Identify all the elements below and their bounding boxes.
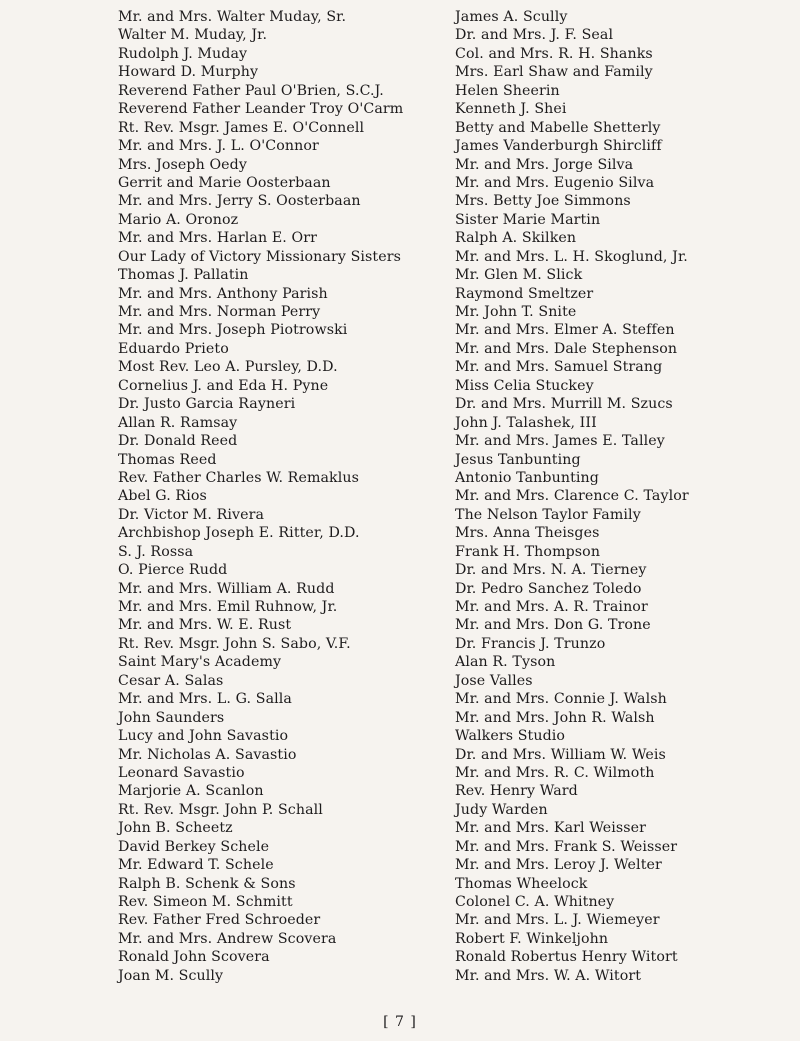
name-entry: Lucy and John Savastio (118, 728, 289, 745)
name-entry: Jose Valles (455, 672, 533, 689)
name-entry: Mr. and Mrs. A. R. Trainor (455, 599, 648, 615)
name-entry: Dr. Francis J. Trunzo (455, 635, 606, 652)
name-entry: O. Pierce Rudd (118, 562, 228, 579)
right-name-column (455, 8, 795, 985)
name-entry: The Nelson Taylor Family (455, 506, 641, 523)
name-entry: Mr. and Mrs. Clarence C. Taylor (455, 488, 689, 505)
name-entry: Cesar A. Salas (118, 672, 224, 689)
name-entry: Mr. and Mrs. Don G. Trone (455, 617, 651, 634)
name-entry: Mr. and Mrs. John R. Walsh (455, 709, 655, 726)
name-entry: Colonel C. A. Whitney (455, 894, 615, 910)
name-entry: Dr. and Mrs. William W. Weis (455, 746, 666, 763)
name-entry: John J. Talashek, III (455, 414, 597, 431)
name-entry: Mr. and Mrs. Connie J. Walsh (455, 691, 667, 708)
name-entry: Dr. and Mrs. Murrill M. Szucs (455, 396, 673, 413)
name-entry: James A. Scully (455, 9, 568, 25)
name-entry: Mr. and Mrs. R. C. Wilmoth (455, 764, 655, 781)
name-entry: Walter M. Muday, Jr. (118, 27, 268, 44)
name-entry: Mr. and Mrs. Elmer A. Steffen (455, 322, 675, 339)
name-entry: Rt. Rev. Msgr. John S. Sabo, V.F. (118, 635, 351, 652)
name-entry: Mrs. Earl Shaw and Family (455, 64, 653, 81)
name-entry: Our Lady of Victory Missionary Sisters (118, 248, 401, 265)
name-entry: Mr. and Mrs. Frank S. Weisser (455, 838, 678, 855)
name-entry: Rev. Father Fred Schroeder (118, 912, 321, 929)
name-entry: Walkers Studio (455, 728, 566, 745)
name-entry: Dr. and Mrs. N. A. Tierney (455, 562, 647, 579)
name-entry: Alan R. Tyson (455, 654, 556, 671)
name-entry: Dr. Pedro Sanchez Toledo (455, 580, 642, 597)
name-entry: Rt. Rev. Msgr. John P. Schall (118, 801, 323, 818)
name-entry: Saint Mary's Academy (118, 654, 282, 671)
name-entry: Mr. and Mrs. Norman Perry (118, 304, 321, 320)
name-entry: Mr. Glen M. Slick (455, 267, 583, 284)
left-name-column (118, 8, 448, 985)
name-entry: Allan R. Ramsay (118, 414, 238, 431)
name-entry: Rt. Rev. Msgr. James E. O'Connell (118, 119, 365, 136)
name-entry: Reverend Father Leander Troy O'Carm (118, 101, 404, 118)
name-entry: Dr. Justo Garcia Rayneri (118, 396, 296, 413)
name-entry: Kenneth J. Shei (455, 101, 567, 118)
name-entry: Antonio Tanbunting (455, 469, 599, 486)
name-entry: Thomas J. Pallatin (118, 267, 249, 284)
name-entry: Dr. and Mrs. J. F. Seal (455, 27, 614, 44)
name-entry: Judy Warden (455, 801, 548, 818)
name-entry: Mr. John T. Snite (455, 304, 577, 320)
name-entry: Raymond Smeltzer (455, 285, 594, 302)
name-entry: Mr. and Mrs. Anthony Parish (118, 285, 328, 302)
name-entry: Rev. Father Charles W. Remaklus (118, 469, 360, 486)
name-entry: Mr. and Mrs. Karl Weisser (455, 820, 647, 837)
name-entry: Rudolph J. Muday (118, 45, 248, 62)
name-entry: Mr. and Mrs. Samuel Strang (455, 359, 663, 376)
name-entry: Mr. and Mrs. Joseph Piotrowski (118, 322, 348, 339)
name-entry: Sister Marie Martin (455, 211, 601, 228)
name-entry: Frank H. Thompson (455, 543, 601, 560)
name-entry: Robert F. Winkeljohn (455, 930, 609, 947)
name-entry: Mr. and Mrs. Walter Muday, Sr. (118, 9, 347, 25)
name-entry: Rev. Simeon M. Schmitt (118, 894, 293, 910)
name-entry: Mr. and Mrs. Andrew Scovera (118, 930, 337, 947)
name-entry: Ralph B. Schenk & Sons (118, 875, 296, 892)
name-entry: Mr. and Mrs. Harlan E. Orr (118, 230, 317, 247)
name-entry: Miss Celia Stuckey (455, 377, 594, 394)
name-entry: Betty and Mabelle Shetterly (455, 119, 661, 136)
name-entry: Mr. and Mrs. Eugenio Silva (455, 174, 655, 191)
name-entry: Leonard Savastio (118, 764, 245, 781)
name-entry: Thomas Reed (118, 451, 217, 468)
name-entry: Ronald John Scovera (118, 949, 270, 966)
name-entry: James Vanderburgh Shircliff (455, 138, 662, 155)
name-entry: Mr. and Mrs. Dale Stephenson (455, 340, 678, 357)
name-entry: Mr. and Mrs. Emil Ruhnow, Jr. (118, 599, 338, 615)
name-entry: Mr. and Mrs. J. L. O'Connor (118, 138, 319, 155)
name-entry: Mr. and Mrs. Jerry S. Oosterbaan (118, 193, 361, 210)
name-entry: Helen Sheerin (455, 82, 560, 99)
name-entry: Mrs. Anna Theisges (455, 525, 600, 542)
name-entry: Mario A. Oronoz (118, 211, 239, 228)
name-entry: John Saunders (118, 709, 225, 726)
name-entry: Mr. and Mrs. L. J. Wiemeyer (455, 912, 660, 929)
name-entry: Mrs. Joseph Oedy (118, 156, 247, 173)
name-entry: Jesus Tanbunting (455, 451, 581, 468)
name-entry: Mr. and Mrs. W. E. Rust (118, 617, 292, 634)
name-entry: S. J. Rossa (118, 543, 194, 560)
name-entry: Mr. Edward T. Schele (118, 857, 274, 874)
name-entry: Eduardo Prieto (118, 340, 229, 357)
name-entry: Howard D. Murphy (118, 64, 259, 81)
page-number: [ 7 ] (383, 1014, 417, 1030)
name-entry: David Berkey Schele (118, 838, 270, 855)
name-entry: Dr. Donald Reed (118, 433, 238, 450)
name-entry: Gerrit and Marie Oosterbaan (118, 174, 331, 191)
name-entry: Ralph A. Skilken (455, 230, 577, 247)
name-entry: Mrs. Betty Joe Simmons (455, 193, 631, 210)
name-entry: Mr. and Mrs. Jorge Silva (455, 156, 634, 173)
name-entry: Mr. Nicholas A. Savastio (118, 746, 297, 763)
name-entry: Marjorie A. Scanlon (118, 783, 264, 800)
name-entry: Archbishop Joseph E. Ritter, D.D. (118, 525, 360, 542)
name-entry: Abel G. Rios (118, 488, 207, 505)
name-entry: Col. and Mrs. R. H. Shanks (455, 45, 653, 62)
name-entry: Reverend Father Paul O'Brien, S.C.J. (118, 82, 384, 99)
name-entry: Mr. and Mrs. William A. Rudd (118, 580, 335, 597)
name-entry: Dr. Victor M. Rivera (118, 506, 265, 523)
name-entry: Joan M. Scully (118, 967, 224, 984)
name-entry: Ronald Robertus Henry Witort (455, 949, 678, 966)
name-entry: Most Rev. Leo A. Pursley, D.D. (118, 359, 338, 376)
name-entry: Cornelius J. and Eda H. Pyne (118, 377, 329, 394)
name-entry: Mr. and Mrs. W. A. Witort (455, 967, 642, 984)
name-entry: Mr. and Mrs. Leroy J. Welter (455, 857, 662, 874)
name-entry: Thomas Wheelock (455, 875, 588, 892)
name-entry: Mr. and Mrs. L. H. Skoglund, Jr. (455, 248, 688, 265)
name-entry: Mr. and Mrs. James E. Talley (455, 433, 665, 450)
name-entry: Rev. Henry Ward (455, 783, 578, 800)
name-entry: John B. Scheetz (118, 820, 233, 837)
name-entry: Mr. and Mrs. L. G. Salla (118, 691, 292, 708)
